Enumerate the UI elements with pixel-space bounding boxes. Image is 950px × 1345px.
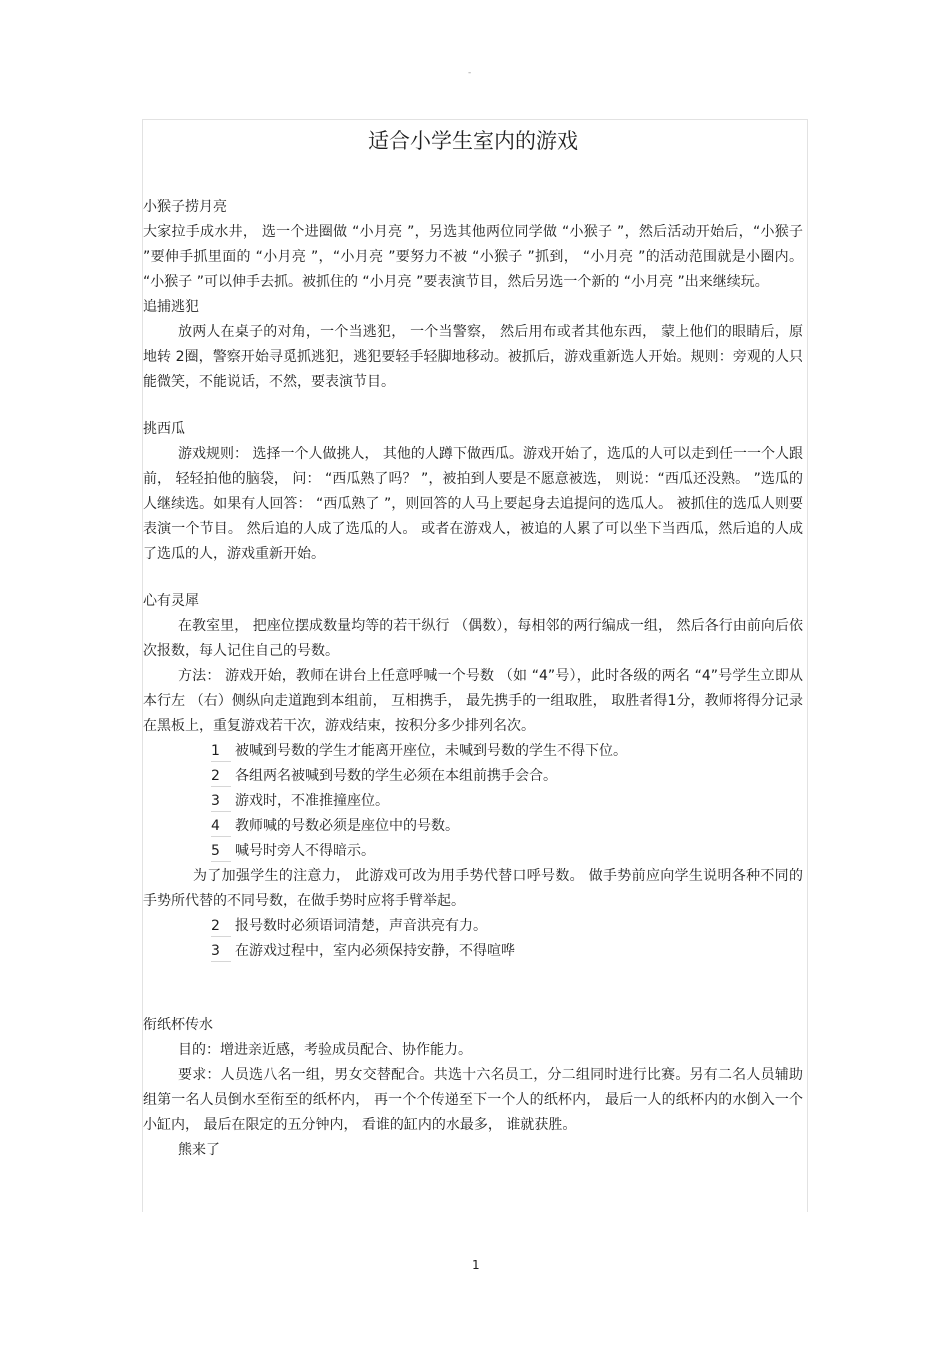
list-number: 4: [211, 816, 231, 837]
list-text: 教师喊的号数必须是座位中的号数。: [235, 818, 459, 834]
section-heading-cup: 衔纸杯传水: [143, 1017, 213, 1033]
page-number: 1: [472, 1258, 480, 1272]
section-para-setup: 在教室里， 把座位摆成数量均等的若干纵行 （偶数），每相邻的两行编成一组， 然后各行由前向后依次报数，每人记住自己的号数。: [143, 618, 803, 659]
list-number: 2: [211, 766, 231, 787]
list-item: [143, 739, 803, 764]
section-para-gesture: 为了加强学生的注意力， 此游戏可改为用手势代替口呼号数。 做手势前应向学生说明各种不同的手势所代替的不同号数，在做手势时应将手臂举起。: [143, 868, 803, 909]
list-text: 各组两名被喊到号数的学生必须在本组前携手会合。: [235, 768, 557, 784]
section-heading-watermelon: 挑西瓜: [143, 421, 185, 437]
section-body-chase: 放两人在桌子的对角，一个当逃犯， 一个当警察， 然后用布或者其他东西， 蒙上他们的眼睛后，原地转 2圈，警察开始寻觅抓逃犯，逃犯要轻手轻脚地移动。被抓后，游戏重新选人开始。规则：旁观的人只能微笑，不能说话，不然，要表演节目。: [143, 324, 803, 390]
section-body-monkey: 大家拉手成水井， 选一个进圈做 “小月亮 ”，另选其他两位同学做 “小猴子 ”，然后活动开始后，“小猴子 ”要伸手抓里面的 “小月亮 ”，“小月亮 ”要努力不被 “小猴子 ”抓到， “小月亮 ”的活动范围就是小圈内。 “小猴子 ”可以伸手去抓。被抓住的 “小月亮 ”要表演节目，然后另选一个新的 “小月亮 ”出来继续玩。: [143, 224, 803, 290]
list-text: 报号数时必须语词清楚，声音洪亮有力。: [235, 918, 487, 934]
list-text: 在游戏过程中，室内必须保持安静，不得喧哗: [235, 943, 515, 959]
list-number: 3: [211, 791, 231, 812]
list-text: 喊号时旁人不得暗示。: [235, 843, 375, 859]
section-para-goal: 目的：增进亲近感，考验成员配合、协作能力。: [178, 1042, 472, 1058]
document-title: 适合小学生室内的游戏: [368, 129, 578, 153]
list-number: 1: [211, 741, 231, 762]
section-heading-chase: 追捕逃犯: [143, 299, 199, 315]
list-item: [143, 814, 803, 839]
list-item: [143, 764, 803, 789]
list-item: [143, 914, 803, 939]
list-item: [143, 939, 803, 964]
list-number: 2: [211, 916, 231, 937]
list-text: 游戏时，不准推撞座位。: [235, 793, 389, 809]
section-heading-telepathy: 心有灵犀: [143, 593, 199, 609]
section-heading-monkey: 小猴子捞月亮: [143, 199, 227, 215]
list-number: 5: [211, 841, 231, 862]
list-item: [143, 789, 803, 814]
section-heading-bear: 熊来了: [178, 1142, 220, 1158]
section-para-requirements: 要求：人员选八名一组，男女交替配合。共选十六名员工，分二组同时进行比赛。另有二名人员辅助组第一名人员倒水至衔至的纸杯内， 再一个个传递至下一个人的纸杯内， 最后一人的纸杯内的水倒入一个小缸内， 最后在限定的五分钟内， 看谁的缸内的水最多， 谁就获胜。: [143, 1067, 803, 1133]
section-para-method: 方法： 游戏开始，教师在讲台上任意呼喊一个号数 （如 “4”号），此时各级的两名 “4”号学生立即从本行左 （右）侧纵向走道跑到本组前， 互相携手， 最先携手的一组取胜， 取胜者得1分，教师将得分记录在黑板上，重复游戏若干次，游戏结束，按积分多少排列名次。: [143, 668, 803, 734]
document-body: [143, 126, 803, 1163]
section-body-watermelon: 游戏规则： 选择一个人做挑人， 其他的人蹲下做西瓜。游戏开始了，选瓜的人可以走到任一一个人跟前， 轻轻拍他的脑袋， 问： “西瓜熟了吗？ ”，被拍到人要是不愿意被选， 则说：“西瓜还没熟。 ”选瓜的人继续选。如果有人回答： “西瓜熟了 ”，则回答的人马上要起身去追提问的选瓜人。 被抓住的选瓜人则要表演一个节目。 然后追的人成了选瓜的人。 或者在游戏人，被追的人累了可以坐下当西瓜，然后追的人成了选瓜的人，游戏重新开始。: [143, 446, 803, 562]
list-item: [143, 839, 803, 864]
header-mark: -: [468, 68, 472, 78]
list-text: 被喊到号数的学生才能离开座位，未喊到号数的学生不得下位。: [235, 743, 627, 759]
list-number: 3: [211, 941, 231, 962]
